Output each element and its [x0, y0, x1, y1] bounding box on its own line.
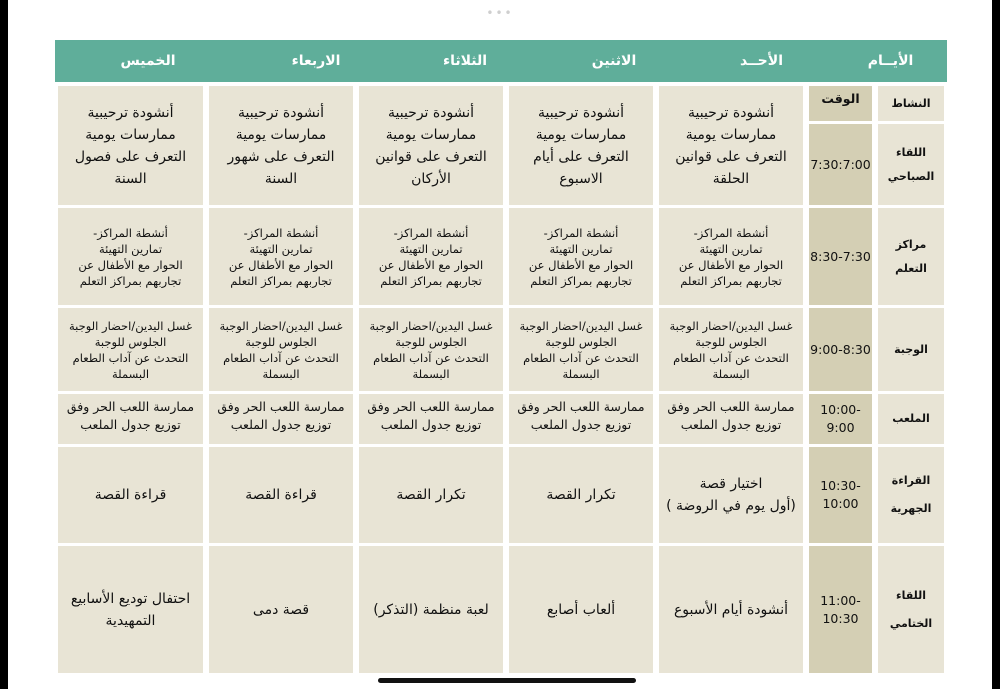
time-meal-value: 9:00-8:30	[810, 341, 871, 357]
time-centers-value: 8:30-7:30	[810, 248, 871, 264]
home-indicator[interactable]	[378, 678, 636, 683]
cell-playground-sun: ممارسة اللعب الحر وفق توزيع جدول الملعب	[656, 394, 806, 447]
time-playground-value: 10:00- 9:00	[820, 402, 861, 435]
header-tuesday: الثلاثاء	[442, 53, 488, 69]
window-handle-dots[interactable]: •••	[486, 6, 514, 20]
cell-meal-sun: غسل اليدين/احضار الوجبة الجلوس للوجبة التحدث عن آداب الطعام البسملة	[656, 308, 806, 394]
cell-meal-wed: غسل اليدين/احضار الوجبة الجلوس للوجبة التحدث عن آداب الطعام البسملة	[206, 308, 356, 394]
cell-meal-mon: غسل اليدين/احضار الوجبة الجلوس للوجبة التحدث عن آداب الطعام البسملة	[506, 308, 656, 394]
cell-reading-tue: تكرار القصة	[356, 447, 506, 546]
time-closing-value: 11:00- 10:30	[820, 592, 861, 626]
cell-closing-wed: قصة دمى	[206, 546, 356, 676]
time-morning-value: 7:30:7:00	[810, 156, 871, 172]
activity-closing: اللقاء الختامي	[875, 546, 947, 676]
cell-playground-mon: ممارسة اللعب الحر وفق توزيع جدول الملعب	[506, 394, 656, 447]
schedule-table	[55, 82, 947, 676]
time-header	[806, 86, 875, 124]
cell-reading-thu: قراءة القصة	[55, 447, 206, 546]
time-closing	[806, 546, 875, 676]
cell-meal-thu: غسل اليدين/احضار الوجبة الجلوس للوجبة التحدث عن آداب الطعام البسملة	[55, 308, 206, 394]
header-days: الأيــام	[867, 53, 914, 69]
time-reading	[806, 447, 875, 546]
cell-playground-wed: ممارسة اللعب الحر وفق توزيع جدول الملعب	[206, 394, 356, 447]
cell-playground-tue: ممارسة اللعب الحر وفق توزيع جدول الملعب	[356, 394, 506, 447]
cell-morning-sun: أنشودة ترحيبية ممارسات يومية التعرف على قوانين الحلقة	[656, 86, 806, 208]
header-wednesday: الاربعاء	[291, 53, 341, 69]
activity-reading: القراءة الجهرية	[875, 447, 947, 546]
cell-closing-mon: ألعاب أصابع	[506, 546, 656, 676]
header-thursday: الخميس	[120, 53, 176, 69]
time-header-label: الوقت	[821, 91, 860, 106]
cell-morning-mon: أنشودة ترحيبية ممارسات يومية التعرف على أيام الاسبوع	[506, 86, 656, 208]
schedule-header	[55, 40, 947, 82]
activity-centers: مراكز التعلم	[875, 208, 947, 308]
time-reading-value: 10:30- 10:00	[820, 478, 861, 511]
cell-reading-wed: قراءة القصة	[206, 447, 356, 546]
app-screen	[8, 0, 992, 689]
header-monday: الاثنين	[591, 53, 637, 69]
cell-meal-tue: غسل اليدين/احضار الوجبة الجلوس للوجبة التحدث عن آداب الطعام البسملة	[356, 308, 506, 394]
cell-morning-thu: أنشودة ترحيبية ممارسات يومية التعرف على فصول السنة	[55, 86, 206, 208]
time-centers	[806, 208, 875, 308]
time-morning	[806, 124, 875, 208]
cell-centers-sun: أنشطة المراكز- تمارين التهيئة الحوار مع الأطفال عن تجاربهم بمراكز التعلم	[656, 208, 806, 308]
header-sunday: الأحــد	[740, 53, 783, 69]
cell-closing-thu: احتفال توديع الأسابيع التمهيدية	[55, 546, 206, 676]
cell-centers-wed: أنشطة المراكز- تمارين التهيئة الحوار مع الأطفال عن تجاربهم بمراكز التعلم	[206, 208, 356, 308]
cell-reading-sun: اختيار قصة (أول يوم في الروضة )	[656, 447, 806, 546]
cell-morning-wed: أنشودة ترحيبية ممارسات يومية التعرف على شهور السنة	[206, 86, 356, 208]
activity-header: النشاط	[875, 86, 947, 124]
cell-morning-tue: أنشودة ترحيبية ممارسات يومية التعرف على قوانين الأركان	[356, 86, 506, 208]
activity-meal: الوجبة	[875, 308, 947, 394]
cell-centers-mon: أنشطة المراكز- تمارين التهيئة الحوار مع الأطفال عن تجاربهم بمراكز التعلم	[506, 208, 656, 308]
activity-morning: اللقاء الصباحي	[875, 124, 947, 208]
time-meal	[806, 308, 875, 394]
cell-closing-sun: أنشودة أيام الأسبوع	[656, 546, 806, 676]
time-playground	[806, 394, 875, 447]
cell-centers-tue: أنشطة المراكز- تمارين التهيئة الحوار مع الأطفال عن تجاربهم بمراكز التعلم	[356, 208, 506, 308]
cell-reading-mon: تكرار القصة	[506, 447, 656, 546]
activity-playground: الملعب	[875, 394, 947, 447]
cell-closing-tue: لعبة منظمة (التذكر)	[356, 546, 506, 676]
cell-centers-thu: أنشطة المراكز- تمارين التهيئة الحوار مع الأطفال عن تجاربهم بمراكز التعلم	[55, 208, 206, 308]
cell-playground-thu: ممارسة اللعب الحر وفق توزيع جدول الملعب	[55, 394, 206, 447]
